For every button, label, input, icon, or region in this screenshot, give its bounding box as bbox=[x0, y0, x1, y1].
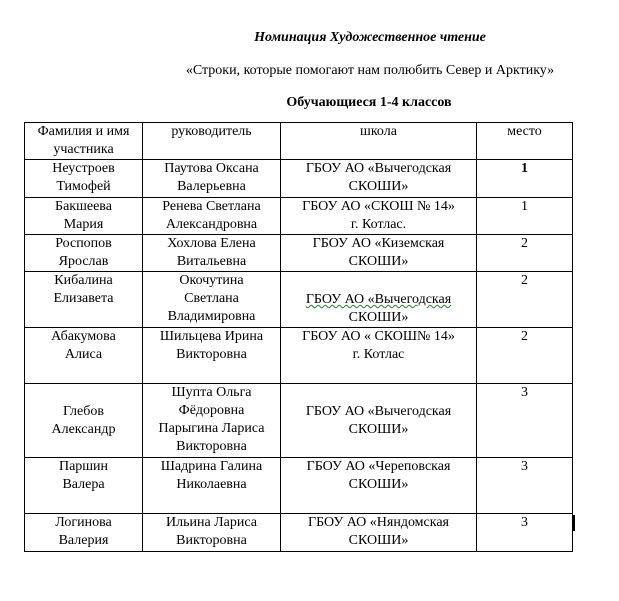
participant-cell bbox=[25, 384, 143, 458]
cell-line: СКОШИ» bbox=[348, 179, 409, 194]
cell-line: ГБОУ АО «Киземская bbox=[312, 236, 445, 251]
place-cell bbox=[477, 514, 573, 552]
leader-cell bbox=[143, 198, 281, 235]
leader-cell bbox=[143, 458, 281, 514]
cell-line: Витальевна bbox=[176, 254, 247, 269]
cell-line: 1 bbox=[521, 161, 528, 176]
cell-line: Валерьевна bbox=[177, 179, 246, 194]
cell-line: Ярослав bbox=[58, 254, 109, 269]
cell-line: СКОШИ» bbox=[348, 310, 409, 325]
cell-line: Елизавета bbox=[53, 291, 114, 306]
cell-line: Роспопов bbox=[55, 236, 112, 251]
cell-line: Александр bbox=[51, 421, 116, 437]
cell-line: г. Котлас bbox=[352, 347, 405, 362]
cell-line: г. Котлас. bbox=[350, 217, 407, 232]
cell-line: 2 bbox=[521, 329, 528, 344]
cell-line: Ильина Лариса bbox=[166, 515, 257, 530]
school-cell bbox=[281, 514, 477, 552]
table-row bbox=[25, 160, 573, 198]
cell-line: Викторовна bbox=[176, 533, 247, 548]
cell-line: 1 bbox=[521, 199, 528, 214]
cell-line: СКОШИ» bbox=[348, 477, 409, 492]
cell-line: ГБОУ АО « СКОШ№ 14» bbox=[302, 329, 455, 344]
place-cell bbox=[477, 235, 573, 272]
participant-cell bbox=[25, 198, 143, 235]
cell-line: 2 bbox=[521, 273, 528, 288]
cell-line: Окочутина bbox=[179, 273, 244, 288]
place-cell bbox=[477, 272, 573, 328]
participant-cell bbox=[25, 235, 143, 272]
cell-line: 3 bbox=[521, 385, 528, 400]
cell-line: Викторовна bbox=[176, 439, 247, 454]
cell-line: Александровна bbox=[165, 217, 258, 232]
cell-line: 3 bbox=[521, 515, 528, 530]
leader-cell bbox=[143, 160, 281, 198]
cell-line: ГБОУ АО «Няндомская bbox=[307, 515, 449, 530]
leader-cell bbox=[143, 235, 281, 272]
school-cell bbox=[281, 458, 477, 514]
cell-line: Хохлова Елена bbox=[167, 236, 256, 251]
table-row bbox=[25, 198, 573, 235]
leader-cell bbox=[143, 272, 281, 328]
cell-line: Парыгина Лариса bbox=[158, 421, 265, 436]
leader-cell bbox=[143, 384, 281, 458]
cell-line: Викторовна bbox=[176, 347, 247, 362]
school-cell bbox=[281, 384, 477, 458]
place-cell bbox=[477, 198, 573, 235]
participant-cell bbox=[25, 328, 143, 384]
table-row bbox=[25, 384, 573, 458]
cell-line: Шупта Ольга bbox=[171, 385, 252, 400]
cell-line: Тимофей bbox=[56, 179, 111, 194]
cell-line: ГБОУ АО «Череповская bbox=[306, 459, 451, 474]
cell-line: ГБОУ АО «Вычегодская bbox=[305, 161, 452, 176]
table-header-row bbox=[25, 123, 573, 160]
document-title: Номинация Художественное чтение bbox=[254, 30, 486, 45]
cell-line: Кибалина bbox=[54, 273, 113, 288]
cell-line: ГБОУ АО «Вычегодская bbox=[305, 292, 452, 307]
cell-line: Шильцева Ирина bbox=[159, 329, 264, 344]
cell-line: Владимировна bbox=[167, 309, 256, 324]
cell-line: Неустроев bbox=[52, 161, 115, 176]
cell-line: Логинова bbox=[55, 515, 112, 530]
document-subtitle: «Строки, которые помогают нам полюбить Север и Арктику» bbox=[185, 63, 555, 78]
results-table bbox=[24, 122, 573, 552]
cell-line: Бакшеева bbox=[55, 199, 112, 214]
place-cell bbox=[477, 328, 573, 384]
table-row bbox=[25, 328, 573, 384]
table-row bbox=[25, 235, 573, 272]
cell-line: Светлана bbox=[184, 291, 239, 306]
table-row bbox=[25, 272, 573, 328]
table-body bbox=[25, 160, 573, 552]
cell-line: ГБОУ АО «Вычегодская bbox=[305, 403, 452, 419]
cell-line: 2 bbox=[521, 236, 528, 251]
cell-line: Глебов bbox=[63, 403, 104, 419]
cell-line: ГБОУ АО «СКОШ № 14» bbox=[302, 199, 455, 214]
header-leader: руководитель bbox=[143, 123, 281, 160]
cell-line: СКОШИ» bbox=[348, 533, 409, 548]
school-cell bbox=[281, 235, 477, 272]
participant-cell bbox=[25, 458, 143, 514]
cell-line: Паршин bbox=[58, 459, 109, 474]
cell-line: Ренева Светлана bbox=[162, 199, 261, 214]
leader-cell bbox=[143, 514, 281, 552]
cell-line: Алиса bbox=[64, 347, 103, 362]
cell-line: СКОШИ» bbox=[348, 421, 409, 437]
place-cell bbox=[477, 384, 573, 458]
cell-line: Николаевна bbox=[176, 477, 247, 492]
place-cell bbox=[477, 458, 573, 514]
cell-line: Мария bbox=[63, 217, 104, 232]
cell-line: 3 bbox=[521, 459, 528, 474]
cell-line: Фёдоровна bbox=[178, 403, 245, 418]
cell-line: СКОШИ» bbox=[348, 254, 409, 269]
cell-line: Паутова Оксана bbox=[164, 161, 259, 176]
cell-line: Валера bbox=[62, 477, 105, 492]
cell-line: Шадрина Галина bbox=[160, 459, 263, 474]
section-heading: Обучающиеся 1-4 классов bbox=[286, 95, 452, 110]
participant-cell bbox=[25, 272, 143, 328]
school-cell bbox=[281, 272, 477, 328]
school-cell bbox=[281, 198, 477, 235]
table-row bbox=[25, 458, 573, 514]
participant-cell bbox=[25, 514, 143, 552]
header-place: место bbox=[477, 123, 573, 160]
participant-cell bbox=[25, 160, 143, 198]
school-cell bbox=[281, 160, 477, 198]
cell-line: Абакумова bbox=[51, 329, 116, 344]
place-cell bbox=[477, 160, 573, 198]
header-participant: Фамилия и имя участника bbox=[25, 123, 143, 160]
cell-line: Валерия bbox=[58, 533, 109, 548]
school-cell bbox=[281, 328, 477, 384]
text-cursor bbox=[573, 515, 575, 531]
table-row bbox=[25, 514, 573, 552]
leader-cell bbox=[143, 328, 281, 384]
header-school: школа bbox=[281, 123, 477, 160]
